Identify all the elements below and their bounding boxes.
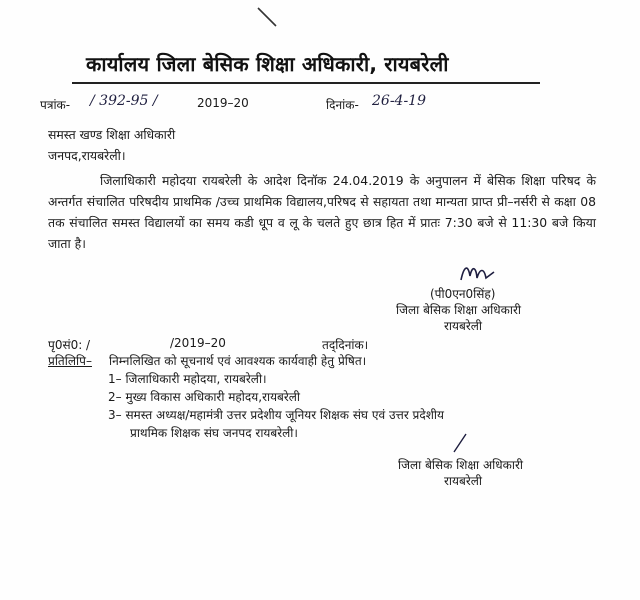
office-title: कार्यालय जिला बेसिक शिक्षा अधिकारी, रायबरेली	[86, 52, 449, 76]
addressee-line1: समस्त खण्ड शिक्षा अधिकारी	[48, 127, 176, 142]
signatory-name: (पी0एन0सिंह)	[430, 287, 496, 301]
recipient-3: 3– समस्त अध्यक्ष/महामंत्री उत्तर प्रदेशीय जूनियर शिक्षक संघ एवं उत्तर प्रदेशीय	[108, 408, 444, 422]
pen-stroke-mark	[256, 6, 278, 28]
copy-ref-label: पृ0सं0: /	[48, 338, 91, 352]
recipient-3-cont: प्राथमिक शिक्षक संघ जनपद रायबरेली।	[130, 426, 298, 440]
copy-intro: निम्नलिखित को सूचनार्थ एवं आवश्यक कार्यवाही हेतु प्रेषित।	[109, 354, 367, 368]
order-paragraph: जिलाधिकारी महोदया रायबरेली के आदेश दिनॉक 24.04.2019 के अनुपालन में बेसिक शिक्षा परिषद के अन्तर्गत संचालित परिषदीय प्राथमिक /उच्च प्राथमिक विद्यालय,परिषद से सहायता तथा मान्यता प्राप्त प्री–नर्सरी से कक्षा 08 तक संचालित समस्त विद्यालयों का समय कडी धूप व लू के चलते हुए छात्र हित में प्रातः 7:30 बजे से 11:30 बजे किया जाता है।	[48, 173, 596, 251]
signatory-place: रायबरेली	[444, 319, 482, 333]
signature-tick-mark	[450, 432, 470, 454]
footer-designation: जिला बेसिक शिक्षा अधिकारी	[398, 458, 523, 472]
addressee-line2: जनपद,रायबरेली।	[48, 148, 126, 163]
recipient-2: 2– मुख्य विकास अधिकारी महोदय,रायबरेली	[108, 390, 301, 404]
date-label: दिनांक-	[326, 98, 359, 112]
footer-place: रायबरेली	[444, 474, 482, 488]
copy-ref-year: /2019–20	[170, 336, 226, 350]
copy-date-label: तद्‌दिनांक।	[322, 338, 369, 352]
signatory-designation: जिला बेसिक शिक्षा अधिकारी	[396, 303, 521, 317]
recipient-1: 1– जिलाधिकारी महोदया, रायबरेली।	[108, 372, 267, 386]
date-value: 26-4-19	[372, 93, 426, 109]
signature-scribble	[458, 262, 498, 284]
title-underline	[72, 82, 540, 84]
copy-label: प्रतिलिपि–	[48, 354, 92, 368]
ref-label: पत्रांक-	[40, 98, 71, 112]
ref-year: 2019–20	[197, 96, 249, 110]
ref-number: / 392-95 /	[90, 93, 158, 109]
